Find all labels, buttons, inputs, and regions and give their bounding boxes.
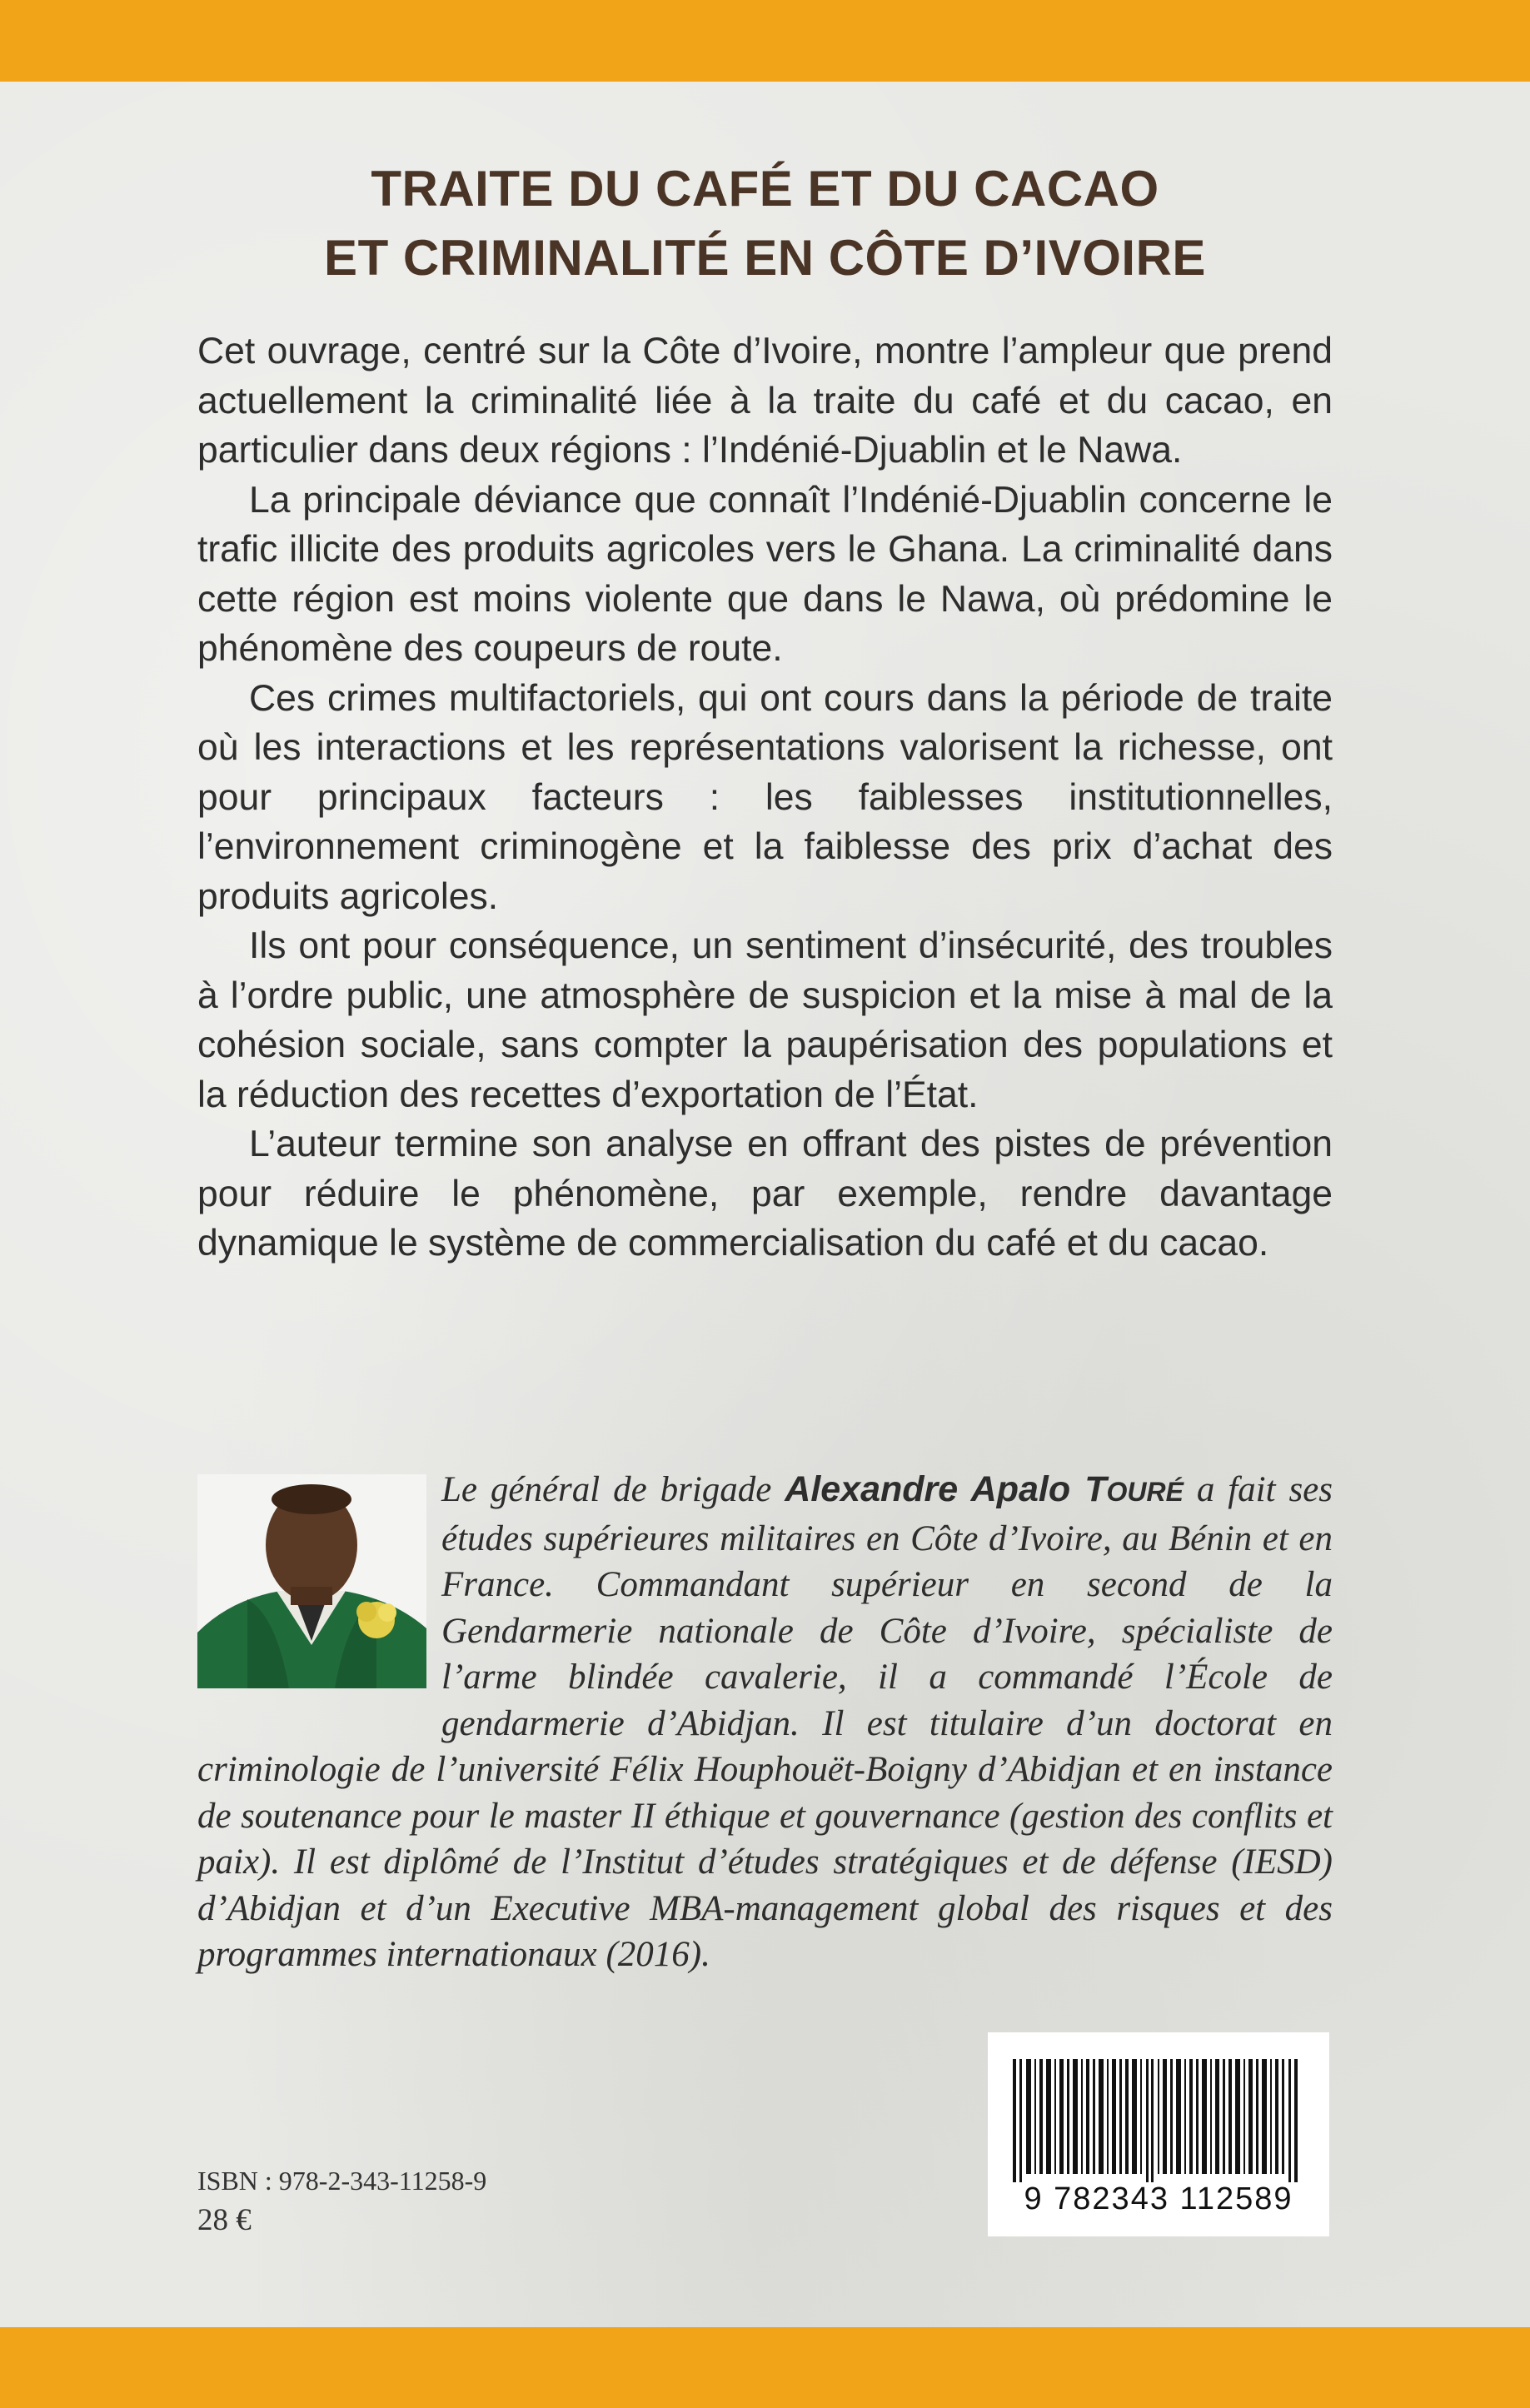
bottom-orange-band	[0, 2327, 1530, 2408]
author-name-smallcaps: OURÉ	[1106, 1477, 1184, 1507]
barcode-bars	[1013, 2059, 1304, 2182]
book-title-line-2: ET CRIMINALITÉ EN CÔTE D’IVOIRE	[324, 230, 1206, 286]
top-orange-band	[0, 0, 1530, 82]
summary-paragraph: Ces crimes multifactoriels, qui ont cours dans la période de traite où les interactions et les représentations valorisent la richesse, ont pour principaux facteurs : les faiblesses institutionnelles, l’environnement criminogène et la faiblesse des prix d’achat des produits agricoles.	[197, 677, 1333, 917]
photo-wrap-spacer	[197, 1467, 441, 1742]
author-name	[785, 1469, 1184, 1509]
book-title	[197, 154, 1333, 292]
price: 28 €	[197, 2203, 252, 2237]
summary-paragraph: Cet ouvrage, centré sur la Côte d’Ivoire, montre l’ampleur que prend actuellement la criminalité liée à la traite du café et du cacao, en particulier dans deux régions : l’Indénié-Djuablin et le Nawa.	[197, 331, 1333, 471]
barcode-digits: 9 782343 112589	[1024, 2181, 1293, 2216]
author-bio-text: a fait ses études supérieures militaires en Côte d’Ivoire, au Bénin et en France. Commandant supérieur en second de la Gendarmerie nationale de Côte d’Ivoire, spécialiste de l’arme blindée cavalerie, il a commandé l’École de gendarmerie d’Abidjan. Il est titulaire d’un doctorat en criminologie de l’université Félix Houphouët-Boigny d’Abidjan et en instance de soutenance pour le master II éthique et gouvernance (gestion des conflits et paix). Il est diplômé de l’Institut d’études stratégiques et de défense (IESD) d’Abidjan et d’un Executive MBA-management global des risques et des programmes internationaux (2016).	[197, 1470, 1333, 1974]
isbn: ISBN : 978-2-343-11258-9	[197, 2166, 487, 2196]
summary-paragraph: L’auteur termine son analyse en offrant des pistes de prévention pour réduire le phénomène, par exemple, rendre davantage dynamique le système de commercialisation du café et du cacao.	[197, 1124, 1333, 1264]
summary-paragraph: La principale déviance que connaît l’Indénié-Djuablin concerne le trafic illicite des produits agricoles vers le Ghana. La criminalité dans cette région est moins violente que dans le Nawa, où prédomine le phénomène des coupeurs de route.	[197, 479, 1333, 669]
barcode	[988, 2032, 1329, 2236]
author-bio-prefix: Le général de brigade	[441, 1470, 785, 1509]
author-name-main: Alexandre Apalo T	[785, 1469, 1107, 1509]
book-summary	[197, 327, 1333, 1269]
author-biography	[197, 1467, 1333, 1978]
book-title-line-1: TRAITE DU CAFÉ ET DU CACAO	[371, 161, 1159, 217]
summary-paragraph: Ils ont pour conséquence, un sentiment d’insécurité, des troubles à l’ordre public, une atmosphère de suspicion et la mise à mal de la cohésion sociale, sans compter la paupérisation des populations et la réduction des recettes d’exportation de l’État.	[197, 925, 1333, 1115]
